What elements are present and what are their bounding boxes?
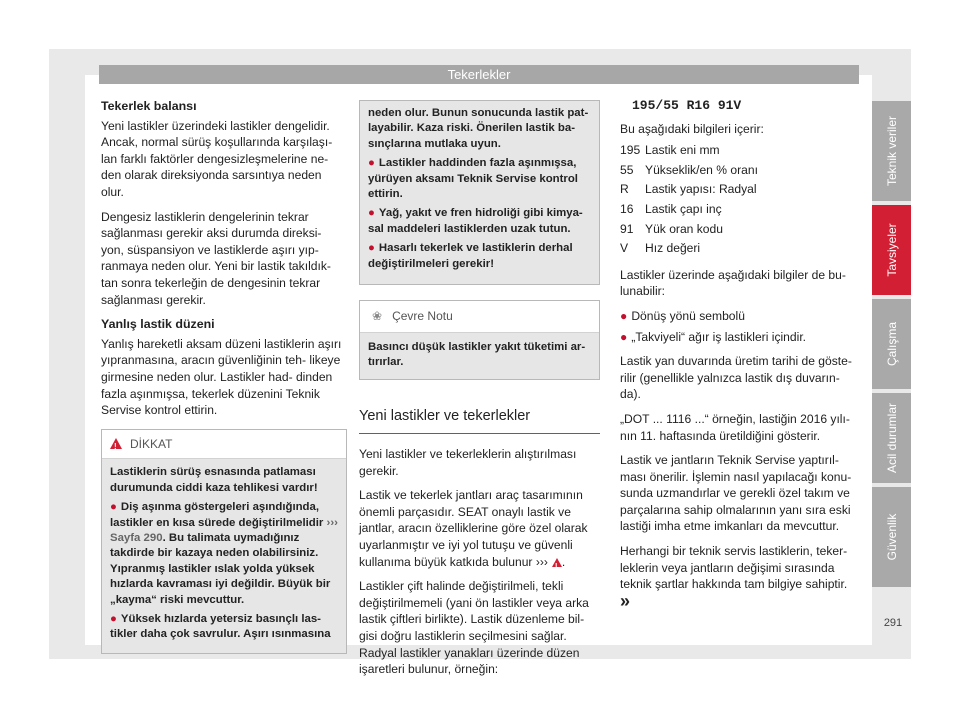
- bullet-icon: ●: [368, 207, 375, 220]
- reference-arrow[interactable]: ›››: [535, 554, 548, 569]
- warning-bullet: ● Diş aşınma göstergeleri aşındığında, lastikler en kısa sürede değiştirilmelidir ››› Sayfa 290. Bu talimata uymadığınız takdirde bir kazaya neden olabilirsiniz. Yıpranmış lastikler ıslak yolda yüksek hızlarda kavraması iyi değildir. Büyük bir „kayma“ riski mevcuttur.: [110, 501, 338, 606]
- paragraph: „DOT ... 1116 ...“ örneğin, lastiğin 2016 yılı- nın 11. haftasında üretildiğini gösterir.: [620, 411, 850, 443]
- table-row: R Lastik yapısı: Radyal: [620, 182, 757, 197]
- environment-note-header: [360, 301, 599, 333]
- page-header: Tekerlekler: [99, 65, 859, 84]
- bullet-icon: ●: [110, 501, 117, 514]
- table-row: 195 Lastik eni mm: [620, 143, 720, 158]
- warning-bullet: ● Lastikler haddinden fazla aşınmışsa, yürüyen aksamı Teknik Servise kontrol ettirin.: [368, 157, 578, 201]
- warning-text: neden olur. Bunun sonucunda lastik pat- layabilir. Kaza riski. Önerilen lastik ba- sınçlarına mutlaka uyun.: [368, 107, 589, 150]
- table-row: 91 Yük oran kodu: [620, 221, 723, 236]
- bullet-icon: ●: [620, 308, 628, 323]
- continue-icon: »: [620, 590, 631, 611]
- paragraph: Yeni lastikler üzerindeki lastikler dengelidir. Ancak, normal sürüş koşullarında karşılaşı- lan farklı faktörler dengesizleşmelerine ne- den olarak direksiyonda sarsıntıya neden olur.: [101, 118, 333, 199]
- warning-text: Lastiklerin sürüş esnasında patlaması durumunda ciddi kaza tehlikesi vardır!: [110, 466, 318, 494]
- tire-code: 195/55 R16 91V: [632, 98, 742, 113]
- table-row: 55 Yükseklik/en % oranı: [620, 162, 758, 177]
- paragraph: Yanlış hareketli aksam düzeni lastiklerin aşırı yıpranmasına, aracın güvenliğinin teh- likeye girmesine neden olur. Lastikler had- dinden fazla aşınmışsa, tekerlek düzenini Teknik Servise kontrol ettirin.: [101, 336, 342, 418]
- bullet-icon: ●: [620, 329, 628, 344]
- warning-icon: [110, 438, 122, 449]
- environment-note-title: Çevre Notu: [392, 309, 453, 324]
- warning-continued: [359, 100, 600, 285]
- section-heading: [359, 408, 600, 434]
- page-number: 291: [883, 617, 903, 629]
- warning-header: [102, 430, 346, 460]
- warning-bullet: ● Yüksek hızlarda yetersiz basınçlı las- tikler daha çok savrulur. Aşırı ısınmasına: [110, 612, 331, 641]
- table-row: 16 Lastik çapı inç: [620, 201, 722, 216]
- tab-emergencies[interactable]: Acil durumlar: [872, 393, 911, 483]
- leaf-icon: ❀: [372, 309, 383, 324]
- tab-recommendations[interactable]: Tavsiyeler: [872, 205, 911, 295]
- list-item: ● Dönüş yönü sembolü: [620, 308, 745, 323]
- tab-technical-data[interactable]: Teknik veriler: [872, 101, 911, 201]
- environment-note-box: [359, 300, 600, 380]
- paragraph: Lastikler çift halinde değiştirilmeli, tekli değiştirilmemeli (yani ön lastikler veya arka lastik çiftleri birlikte). Lastik düzenleme bil- gisi doğru lastiklerin seçilmesini sağlar. Radyal lastikler yanakları üzerinde düzen işaretleri bulunur, örneğin:: [359, 579, 589, 677]
- column-middle: [359, 100, 600, 686]
- warning-body: [102, 459, 346, 652]
- paragraph: Bu aşağıdaki bilgileri içerir:: [620, 121, 764, 136]
- paragraph: Dengesiz lastiklerin dengelerinin tekrar sağlanması gerekir aksi durumda direksi- yon, süspansiyon ve lastiklerde aşırı yıp- ranmaya neden olur. Yeni bir lastik takıldık- tan sonra tekerleğin de dengesinin tekrar sağlanması gerekir.: [101, 209, 331, 307]
- paragraph: Lastik yan duvarında üretim tarihi de göste- rilir (genellikle yalnızca lastik dış duvarın- da).: [620, 354, 852, 402]
- section-title: Yeni lastikler ve tekerlekler: [359, 408, 531, 425]
- paragraph: Lastik ve tekerlek jantları araç tasarımının önemli parçasıdır. SEAT onaylı lastik ve jantlar, aracın özelliklerine göre özel olarak uyarlanmıştır ve iyi yol tutuşu ve güvenli kullanıma büyük katkıda bulunur ›››! .: [359, 487, 600, 570]
- warning-title: DİKKAT: [130, 436, 173, 451]
- tab-operation[interactable]: Çalışma: [872, 299, 911, 389]
- bullet-icon: ●: [368, 242, 375, 255]
- paragraph: Yeni lastikler ve tekerleklerin alıştırılması gerekir.: [359, 447, 577, 478]
- heading-wrong-alignment: Yanlış lastik düzeni: [101, 317, 215, 332]
- warning-icon: [552, 558, 562, 567]
- paragraph: Lastikler üzerinde aşağıdaki bilgiler de bu- lunabilir:: [620, 267, 846, 299]
- warning-bullet: ● Yağ, yakıt ve fren hidroliği gibi kimya- sal maddeleri lastiklerden uzak tutun.: [368, 207, 583, 235]
- tab-safety[interactable]: Güvenlik: [872, 487, 911, 587]
- warning-bullet: ● Hasarlı tekerlek ve lastiklerin derhal değiştirilmeleri gerekir!: [368, 242, 573, 270]
- column-left: [101, 98, 347, 654]
- paragraph: Herhangi bir teknik servis lastiklerin, teker- leklerin veya jantların değişimi sırasında teknik şartlar hakkında tam bilgiye sahiptir. »: [620, 544, 848, 611]
- page-reference-link[interactable]: ››› Sayfa 290: [110, 516, 338, 544]
- environment-note-body: Basıncı düşük lastikler yakıt tüketimi ar- tırırlar.: [360, 333, 599, 380]
- column-right: [620, 98, 860, 619]
- list-item: ● „Takviyeli“ ağır iş lastikleri içindir.: [620, 329, 807, 344]
- warning-box: [101, 429, 347, 654]
- bullet-icon: ●: [368, 157, 375, 170]
- heading-wheel-balance: Tekerlek balansı: [101, 99, 197, 113]
- bullet-icon: ●: [110, 612, 117, 625]
- paragraph: Lastik ve jantların Teknik Servise yaptırıl- ması önerilir. İşlemin nasıl yapılacağı konu- sunda uzmandırlar ve gerekli özel takım ve parçalarına sahip olmalarının yanı sıra eski lastiği imha etme imkanları da mevcuttur.: [620, 453, 852, 534]
- tire-code-table: [620, 141, 758, 259]
- table-row: V Hız değeri: [620, 241, 701, 256]
